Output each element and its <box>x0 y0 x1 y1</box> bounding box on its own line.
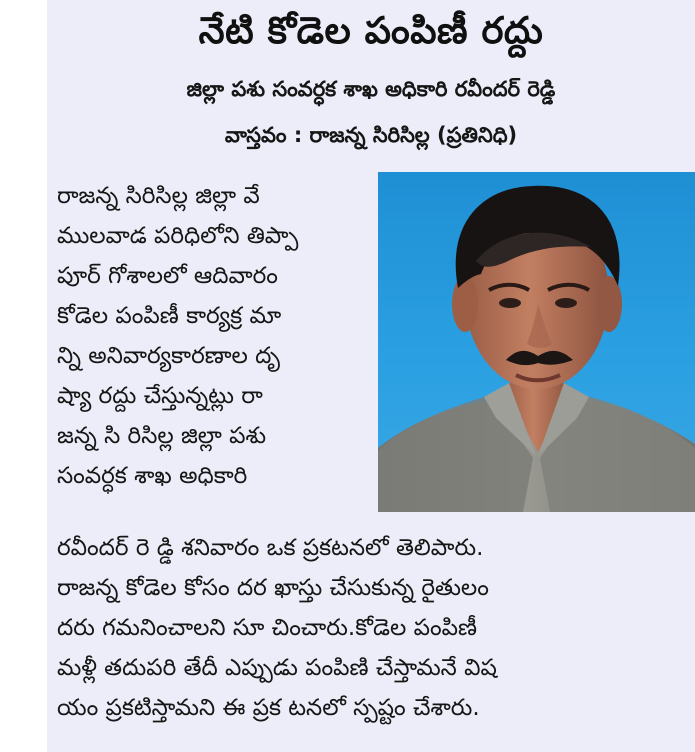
article-body-line-7: జన్న సి రిసిల్ల జిల్లా పశు <box>57 423 267 449</box>
article-body-line-2: ములవాడ పరిధిలోని తిప్పా <box>57 223 299 249</box>
article-body-line-1: రాజన్న సిరిసిల్ల జిల్లా వే <box>57 183 260 209</box>
article-body-line-3: పూర్ గోశాలలో ఆదివారం <box>57 263 278 289</box>
article-body-line-10: రాజన్న కోడెల కోసం దర ఖాస్తు చేసుకున్న రైతులం <box>57 575 489 601</box>
article-body-line-8: సంవర్ధక శాఖ అధికారి <box>57 463 248 489</box>
dateline: వాస్తవం : రాజన్న సిరిసిల్ల (ప్రతినిధి) <box>224 123 518 147</box>
news-clipping <box>47 0 695 752</box>
subheadline: జిల్లా పశు సంవర్ధక శాఖ అధికారి రవీందర్ రెడ్డి <box>186 77 556 101</box>
article-body-line-6: ష్యా రద్దు చేస్తున్నట్లు రా <box>57 383 263 409</box>
article-body-line-13: యం ప్రకటిస్తామని ఈ ప్రక టనలో స్పష్టం చేశారు. <box>57 695 480 721</box>
article-body-line-4: కోడెల పంపిణీ కార్యక్ర మా <box>57 303 282 329</box>
portrait-illustration <box>378 172 695 512</box>
article-body-line-11: దరు గమనించాలని సూ చించారు.కోడెల పంపిణీ <box>57 615 477 641</box>
article-body-line-12: మళ్లీ తదుపరి తేదీ ఎప్పుడు పంపిణి చేస్తామనే విష <box>57 655 497 681</box>
article-body-line-5: న్ని అనివార్యకారణాల దృ <box>57 343 280 369</box>
headline: నేటి కోడెల పంపిణీ రద్దు <box>198 9 544 52</box>
portrait-photo-icon <box>378 172 695 512</box>
article-body-line-9: రవీందర్ రె డ్డి శనివారం ఒక ప్రకటనలో తెలిపారు. <box>57 535 484 561</box>
